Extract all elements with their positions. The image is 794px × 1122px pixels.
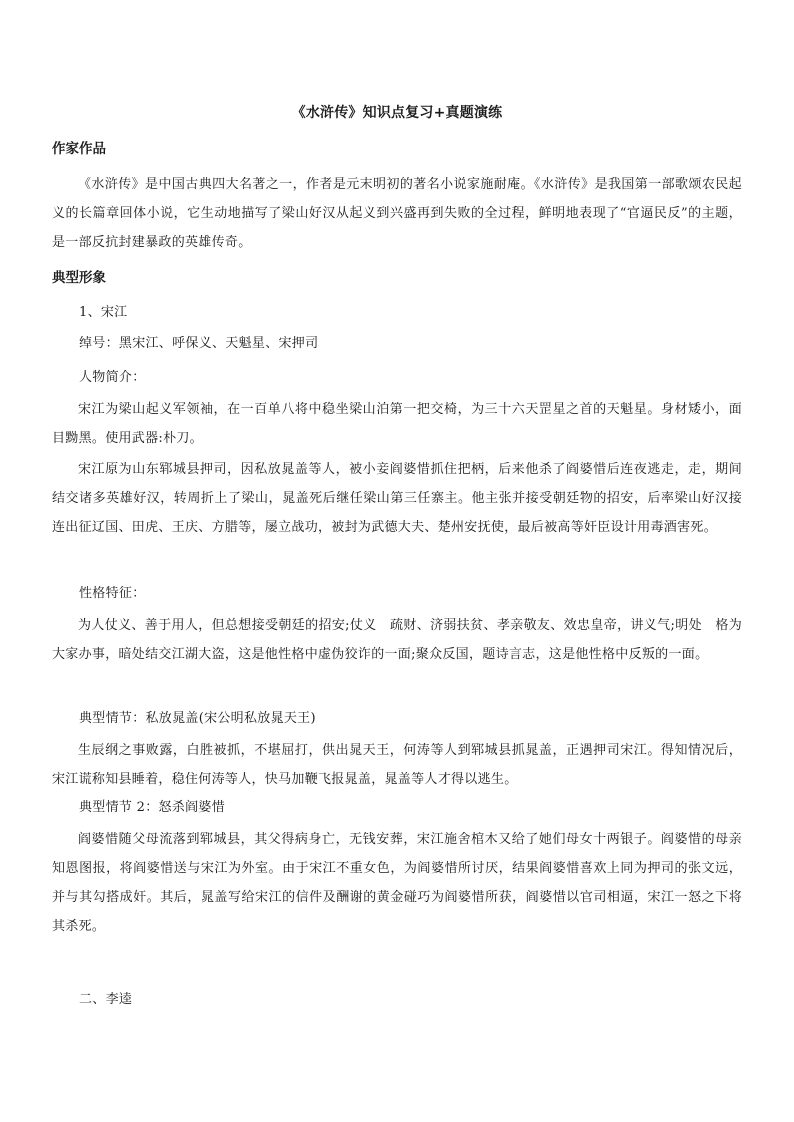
section-heading-author: 作家作品: [52, 141, 106, 157]
intro-paragraph-2: 宋江原为山东郓城县押司，因私放晁盖等人，被小妾阎婆惜抓住把柄，后来他杀了阎婆惜后连夜逃走，走，期间结交诸多英雄好汉，转周折上了梁山，晁盖死后继任梁山第三任寨主。他主张并接受朝廷物的招安，后率梁山好汉接连出征辽国、田虎、王庆、方腊等，屡立战功，被封为武德大夫、楚州安抚使，最后被高等奸臣设计用毒酒害死。: [52, 462, 742, 535]
plot1-label: 典型情节：私放晁盖(宋公明私放晁天王): [79, 711, 316, 726]
traits-label: 性格特征：: [79, 586, 146, 601]
document-title: 《水浒传》知识点复习+真题演练: [291, 105, 503, 121]
plot2-paragraph: 阎婆惜随父母流落到郓城县，其父得病身亡，无钱安葬，宋江施舍棺木又给了她们母女十两银子。阎婆惜的母亲知恩图报，将阎婆惜送与宋江为外室。由于宋江不重女色，为阎婆惜所讨厌，结果阎婆惜喜欢上同为押司的张文远，并与其勾搭成奸。其后，晁盖写给宋江的信件及酬谢的黄金碰巧为阎婆惜所获，阎婆惜以官司相逼，宋江一怒之下将其杀死。: [52, 832, 742, 934]
nickname-line: 绰号：黑宋江、呼保义、天魁星、宋押司: [79, 336, 319, 351]
author-paragraph: 《水浒传》是中国古典四大名著之一，作者是元末明初的著名小说家施耐庵。《水浒传》是我国第一部歌颂农民起义的长篇章回体小说，它生动地描写了梁山好汉从起义到兴盛再到失败的全过程，鲜明地表现了“官逼民反”的主题，是一部反抗封建暴政的英雄传奇。: [52, 177, 742, 250]
document-page: [52, 0, 742, 1122]
intro-paragraph-1: 宋江为梁山起义军领袖，在一百单八将中稳坐梁山泊第一把交椅，为三十六天罡星之首的天魁星。身材矮小，面目黝黑。使用武器:朴刀。: [52, 402, 742, 446]
section-heading-characters: 典型形象: [52, 270, 106, 286]
plot2-label: 典型情节 2：怒杀阎婆惜: [79, 800, 226, 815]
intro-label: 人物简介：: [79, 370, 146, 385]
character-title-likui: 二、李逵: [79, 992, 133, 1007]
traits-paragraph: 为人仗义、善于用人，但总想接受朝廷的招安;仗义 疏财、济弱扶贫、孝亲敬友、效忠皇帝，讲义气;明处 格为大家办事，暗处结交江湖大盗，这是他性格中虚伪狡诈的一面;聚众反国，题诗言志，这是他性格中反叛的一面。: [52, 618, 742, 662]
plot1-paragraph: 生辰纲之事败露，白胜被抓，不堪屈打，供出晁天王，何涛等人到郓城县抓晁盖，正遇押司宋江。得知情况后，宋江谎称知县睡着，稳住何涛等人，快马加鞭飞报晁盖，晁盖等人才得以逃生。: [52, 743, 742, 787]
character-title-songjiang: 1、宋江: [79, 305, 128, 320]
